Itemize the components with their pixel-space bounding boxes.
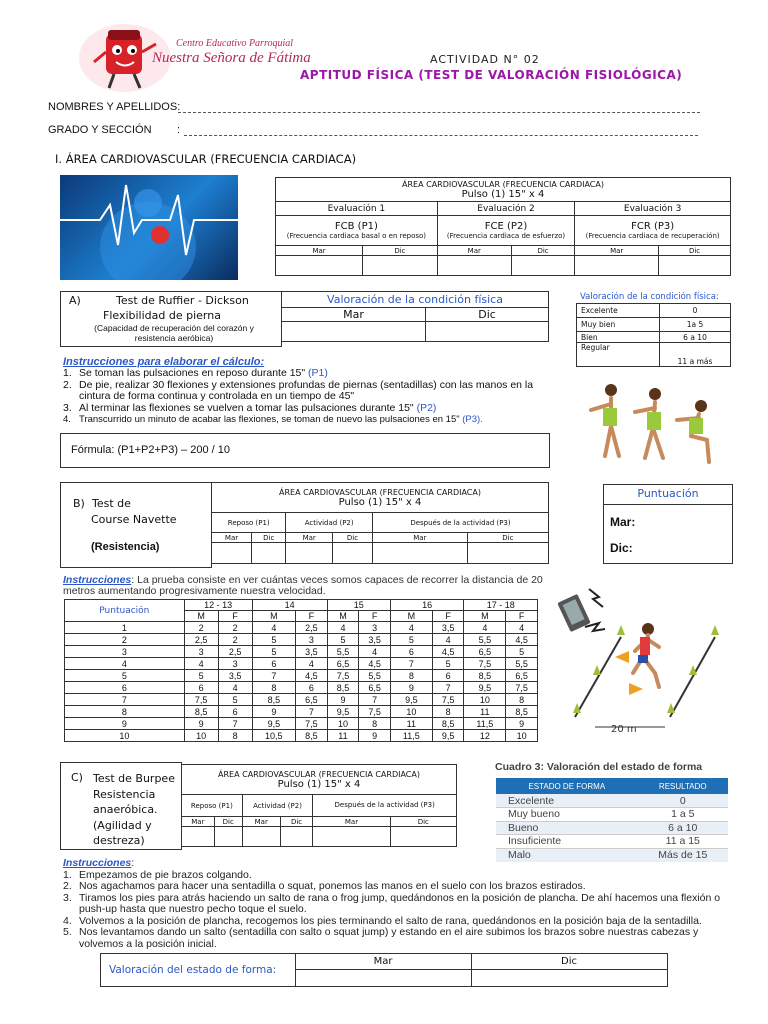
grade-field[interactable] <box>184 135 698 136</box>
age-header: 17 - 18 <box>464 600 538 611</box>
distance-label: 20 m <box>611 724 637 735</box>
score-value: 3 <box>65 646 185 658</box>
ruffier-table <box>281 291 549 342</box>
input-cell[interactable] <box>242 827 280 847</box>
cuadro3-result: 6 a 10 <box>638 821 728 835</box>
cuadro3-table <box>496 778 728 862</box>
score-cell: 6,5 <box>506 670 538 682</box>
eval-2-header: Evaluación 2 <box>437 202 575 216</box>
dic-label: Dic <box>659 246 731 256</box>
score-cell: 11 <box>327 730 359 742</box>
score-cell: 4 <box>432 634 464 646</box>
puntuacion-box <box>603 484 733 564</box>
score-cell: 4 <box>506 622 538 634</box>
score-cell: 2 <box>184 622 218 634</box>
score-cell: 8,5 <box>327 682 359 694</box>
ruffier-sub: Flexibilidad de pierna <box>103 309 221 322</box>
burpee-box <box>60 762 182 850</box>
ruffier-box <box>60 291 282 347</box>
mar-label: Mar <box>372 533 467 543</box>
table-row <box>65 694 538 706</box>
score-cell: 2 <box>218 622 252 634</box>
score-cell: 11,5 <box>464 718 506 730</box>
input-cell[interactable] <box>313 827 390 847</box>
dic-label: Dic <box>333 533 373 543</box>
cuadro3-state: Insuficiente <box>496 835 638 849</box>
score-cell: 6 <box>390 646 432 658</box>
cond-value: 6 a 10 <box>660 332 731 343</box>
score-value: 5 <box>65 670 185 682</box>
sex-header: M <box>184 611 218 622</box>
burpee-line: Test de Burpee <box>93 772 175 785</box>
mar-label: Mar <box>276 246 363 256</box>
score-cell: 11 <box>390 718 432 730</box>
mar-label: Mar <box>373 956 393 967</box>
table-row <box>65 670 538 682</box>
sex-header: M <box>252 611 295 622</box>
burpee-line: (Agilidad y <box>93 818 152 832</box>
fcr-desc: (Frecuencia cardiaca de recuperación) <box>585 232 720 240</box>
dic-label: Dic <box>363 246 438 256</box>
score-cell: 7 <box>218 718 252 730</box>
score-cell: 8 <box>252 682 295 694</box>
score-cell: 5,5 <box>359 670 391 682</box>
score-cell: 4,5 <box>359 658 391 670</box>
fcr-code: FCR (P3) <box>631 221 675 232</box>
names-label: NOMBRES Y APELLIDOS: <box>48 101 181 113</box>
cuadro3-title: Cuadro 3: Valoración del estado de forma <box>495 761 703 773</box>
instruction-item: 1. Empezamos de pie brazos colgando. <box>63 868 252 881</box>
input-cell[interactable] <box>214 827 242 847</box>
score-cell: 7 <box>432 682 464 694</box>
cond-table-title: Valoración de la condición física: <box>580 292 719 302</box>
instruction-item: 2. Nos agachamos para hacer una sentadilla o squat, ponemos las manos en el suelo con los brazos estirados. <box>63 880 586 892</box>
score-cell: 4 <box>327 622 359 634</box>
score-cell: 4 <box>390 622 432 634</box>
navette-table-title: ÁREA CARDIOVASCULAR (FRECUENCIA CARDIACA) <box>279 487 481 497</box>
score-cell: 5,5 <box>464 634 506 646</box>
cuadro3-result: 11 a 15 <box>638 835 728 849</box>
score-cell: 8 <box>359 718 391 730</box>
score-cell: 8 <box>506 694 538 706</box>
dic-label: Dic <box>426 308 549 322</box>
score-cell: 4 <box>464 622 506 634</box>
score-cell: 5 <box>390 634 432 646</box>
score-cell: 10 <box>184 730 218 742</box>
score-cell: 5 <box>506 646 538 658</box>
age-header: 14 <box>252 600 327 611</box>
heartbeat-icon <box>60 175 238 280</box>
score-value: 7 <box>65 694 185 706</box>
score-cell: 5 <box>432 658 464 670</box>
score-cell: 10 <box>464 694 506 706</box>
score-cell: 10 <box>327 718 359 730</box>
mar-label: Mar <box>575 246 659 256</box>
score-cell: 7,5 <box>184 694 218 706</box>
score-cell: 5 <box>218 694 252 706</box>
burpee-line: anaeróbica. <box>93 803 158 816</box>
instruction-item: 2. De pie, realizar 30 flexiones y extensiones profundas de piernas (sentadillas) con las manos en la cintura de forma continua y controlada en un tiempo de 45" <box>63 378 534 402</box>
score-cell: 4 <box>252 622 295 634</box>
cuadro3-header: ESTADO DE FORMA <box>528 781 606 791</box>
score-cell: 9,5 <box>252 718 295 730</box>
score-cell: 5 <box>252 634 295 646</box>
ruffier-letter: A) <box>69 294 81 307</box>
score-cell: 7,5 <box>432 694 464 706</box>
score-cell: 9,5 <box>390 694 432 706</box>
page-title: APTITUD FÍSICA (TEST DE VALORACIÓN FISIOLÓGICA) <box>300 68 683 82</box>
score-cell: 6,5 <box>327 658 359 670</box>
sex-header: M <box>464 611 506 622</box>
mar-label: Mar <box>242 817 280 827</box>
score-cell: 7,5 <box>506 682 538 694</box>
score-cell: 5 <box>252 646 295 658</box>
dic-label: Dic <box>214 817 242 827</box>
names-field[interactable] <box>178 112 700 113</box>
score-cell: 7 <box>390 658 432 670</box>
input-cell[interactable] <box>280 827 313 847</box>
mar-label: Mar <box>212 533 252 543</box>
burpee-instructions <box>63 858 733 950</box>
sex-header: M <box>390 611 432 622</box>
score-cell: 5,5 <box>327 646 359 658</box>
cuadro3-header: RESULTADO <box>658 781 707 791</box>
score-cell: 3 <box>359 622 391 634</box>
squat-exercise-icon <box>583 378 731 475</box>
score-cell: 7 <box>359 694 391 706</box>
age-header: 12 - 13 <box>184 600 252 611</box>
colon: : <box>131 857 135 869</box>
instruction-item: 3. Al terminar las flexiones se vuelven a tomar las pulsaciones durante 15" (P2) <box>63 401 437 414</box>
table-row <box>65 730 538 742</box>
mar-label: Mar <box>282 308 426 322</box>
cuadro3-result: Más de 15 <box>658 849 708 861</box>
final-mar-input[interactable] <box>296 970 470 985</box>
score-cell: 7,5 <box>359 706 391 718</box>
instruction-item: 4. Volvemos a la posición de plancha, recogemos los pies terminando el salto de rana, quedándonos en la posición baja de la sentadilla. <box>63 914 702 927</box>
score-cell: 5,5 <box>506 658 538 670</box>
score-cell: 8 <box>432 706 464 718</box>
instructions-list <box>63 368 563 426</box>
score-cell: 8,5 <box>252 694 295 706</box>
burpee-table-title: ÁREA CARDIOVASCULAR (FRECUENCIA CARDIACA) <box>218 769 420 779</box>
input-cell[interactable] <box>363 256 438 276</box>
input-cell[interactable] <box>282 322 426 342</box>
score-cell: 9,5 <box>432 730 464 742</box>
col-header: Reposo (P1) <box>212 513 286 533</box>
heart-image <box>60 175 238 280</box>
instruction-item: 5. Nos levantamos dando un salto (sentadilla con salto o squat jump) y estando en el aire subimos los brazos sobre nuestras cabezas y volvemos a la posición inicial. <box>63 926 699 950</box>
score-cell: 9 <box>252 706 295 718</box>
input-cell[interactable] <box>659 256 731 276</box>
cuadro3-state: Muy bueno <box>496 808 638 822</box>
instruction-item: 1. Se toman las pulsaciones en reposo durante 15" (P1) <box>63 367 328 379</box>
sex-header: F <box>359 611 391 622</box>
grade-label: GRADO Y SECCIÓN <box>48 124 152 136</box>
score-label: Puntuación <box>65 600 185 622</box>
table-row <box>65 718 538 730</box>
score-cell: 3,5 <box>432 622 464 634</box>
school-name-line2: Nuestra Señora de Fátima <box>152 50 311 66</box>
score-cell: 7 <box>252 670 295 682</box>
score-cell: 6 <box>184 682 218 694</box>
activity-number: ACTIVIDAD N° 02 <box>430 53 540 66</box>
cuadro3-result: 1 a 5 <box>638 808 728 822</box>
score-cell: 4 <box>218 682 252 694</box>
navette-table <box>211 482 549 564</box>
table-row <box>65 622 538 634</box>
cuadro3-state: Malo <box>508 849 531 861</box>
sex-header: F <box>218 611 252 622</box>
section-heading: I. ÁREA CARDIOVASCULAR (FRECUENCIA CARDIACA) <box>55 152 357 166</box>
navette-image <box>555 577 725 755</box>
input-cell[interactable] <box>575 256 659 276</box>
table-row <box>65 646 538 658</box>
score-cell: 4 <box>296 658 328 670</box>
burpee-line: Resistencia <box>93 787 156 801</box>
fce-code: FCE (P2) <box>484 221 528 232</box>
score-cell: 8,5 <box>432 718 464 730</box>
score-cell: 7,5 <box>296 718 328 730</box>
score-cell: 8,5 <box>506 706 538 718</box>
score-cell: 9,5 <box>327 706 359 718</box>
burpee-table <box>181 764 457 847</box>
score-cell: 8 <box>218 730 252 742</box>
score-value: 10 <box>65 730 185 742</box>
score-cell: 6,5 <box>464 646 506 658</box>
age-header: 15 <box>327 600 390 611</box>
score-cell: 10 <box>390 706 432 718</box>
score-cell: 9 <box>359 730 391 742</box>
score-cell: 4 <box>359 646 391 658</box>
sex-header: F <box>506 611 538 622</box>
ruffier-note: (Capacidad de recuperación del corazón y resistencia aeróbica) <box>94 323 254 343</box>
final-label: Valoración del estado de forma: <box>109 964 277 976</box>
score-cell: 3,5 <box>218 670 252 682</box>
burpee-letter: C) <box>71 771 83 784</box>
cardio-table <box>275 177 731 276</box>
input-cell[interactable] <box>372 543 467 564</box>
sex-header: F <box>432 611 464 622</box>
col-header: Después de la actividad (P3) <box>372 513 548 533</box>
final-valoracion-box <box>100 953 668 987</box>
mar-label: Mar <box>286 533 333 543</box>
dic-label: Dic <box>252 533 286 543</box>
fcb-desc: (Frecuencia cardiaca basal o en reposo) <box>286 232 427 240</box>
score-cell: 6 <box>218 706 252 718</box>
instructions-heading: Instrucciones para elaborar el cálculo: <box>63 356 265 368</box>
score-cell: 3,5 <box>359 634 391 646</box>
input-cell[interactable] <box>390 827 456 847</box>
table-row <box>65 658 538 670</box>
score-cell: 11 <box>464 706 506 718</box>
cond-label: Bien <box>577 332 660 343</box>
col-header: Actividad (P2) <box>286 513 373 533</box>
cond-label: Excelente <box>577 304 660 318</box>
score-cell: 10,5 <box>252 730 295 742</box>
score-cell: 6,5 <box>296 694 328 706</box>
score-cell: 8,5 <box>296 730 328 742</box>
cond-value: 1a 5 <box>660 318 731 332</box>
cuadro3-result: 0 <box>638 794 728 808</box>
score-cell: 8,5 <box>184 706 218 718</box>
score-cell: 4,5 <box>432 646 464 658</box>
navette-instructions <box>63 575 553 597</box>
dic-label: Dic <box>467 533 548 543</box>
fcb-code: FCB (P1) <box>334 221 378 232</box>
score-cell: 7,5 <box>464 658 506 670</box>
score-cell: 6 <box>296 682 328 694</box>
cond-value: 11 a más <box>660 343 731 367</box>
score-value: 1 <box>65 622 185 634</box>
final-dic-input[interactable] <box>472 970 666 985</box>
ruffier-name: Test de Ruffier - Dickson <box>116 294 249 307</box>
burpee-table-pulse: Pulso (1) 15" x 4 <box>277 778 361 790</box>
ruffier-valoracion: Valoración de la condición física <box>282 292 549 308</box>
input-cell[interactable] <box>511 256 574 276</box>
input-cell[interactable] <box>182 827 215 847</box>
puntuacion-mar[interactable]: Mar: <box>610 515 636 529</box>
navette-resistance: (Resistencia) <box>91 541 160 553</box>
score-cell: 8 <box>390 670 432 682</box>
score-cell: 4,5 <box>506 634 538 646</box>
input-cell[interactable] <box>212 543 252 564</box>
mar-label: Mar <box>437 246 511 256</box>
grade-colon: : <box>177 124 181 136</box>
score-cell: 9 <box>390 682 432 694</box>
puntuacion-title: Puntuación <box>637 487 699 500</box>
running-test-icon <box>555 577 725 755</box>
burpee-lines <box>93 771 175 849</box>
sex-header: F <box>296 611 328 622</box>
navette-box <box>60 482 212 568</box>
score-cell: 3 <box>184 646 218 658</box>
col-header: Actividad (P2) <box>242 795 313 817</box>
squat-image <box>583 378 731 475</box>
cond-label: Regular <box>577 343 660 367</box>
input-cell[interactable] <box>333 543 373 564</box>
formula-box <box>60 433 550 468</box>
navette-name2: Course Navette <box>91 513 177 526</box>
score-value: 4 <box>65 658 185 670</box>
score-cell: 2 <box>218 634 252 646</box>
score-cell: 3 <box>296 634 328 646</box>
table-row <box>65 682 538 694</box>
mar-label: Mar <box>313 817 390 827</box>
input-cell[interactable] <box>437 256 511 276</box>
score-cell: 7,5 <box>327 670 359 682</box>
score-cell: 3 <box>218 658 252 670</box>
instruction-item: 4. Transcurrido un minuto de acabar las flexiones, se toman de nuevo las pulsaciones en 15" (P3). <box>63 414 483 425</box>
col-header: Reposo (P1) <box>182 795 243 817</box>
input-cell[interactable] <box>252 543 286 564</box>
cond-label: Muy bien <box>577 318 660 332</box>
dic-label: Dic <box>511 246 574 256</box>
formula: Fórmula: (P1+P2+P3) – 200 / 10 <box>71 444 230 456</box>
col-header: Después de la actividad (P3) <box>313 795 457 817</box>
dic-label: Dic <box>280 817 313 827</box>
score-cell: 12 <box>464 730 506 742</box>
score-cell: 8,5 <box>464 670 506 682</box>
instructions-text: : La prueba consiste en ver cuántas veces somos capaces de recorrer la distancia de 20 metros aumentando progresivamente nuestra velocidad. <box>63 574 543 597</box>
score-cell: 6,5 <box>359 682 391 694</box>
puntuacion-dic[interactable]: Dic: <box>610 541 633 555</box>
instructions-heading: Instrucciones <box>63 574 132 586</box>
score-cell: 6 <box>432 670 464 682</box>
age-header: 16 <box>390 600 463 611</box>
score-cell: 5 <box>184 670 218 682</box>
cardio-table-title: ÁREA CARDIOVASCULAR (FRECUENCIA CARDIACA) <box>402 179 604 189</box>
score-table <box>64 599 538 742</box>
score-cell: 2,5 <box>296 622 328 634</box>
sex-header: M <box>327 611 359 622</box>
input-cell[interactable] <box>467 543 548 564</box>
score-cell: 4 <box>184 658 218 670</box>
cuadro3-state: Excelente <box>496 794 638 808</box>
table-row <box>65 706 538 718</box>
score-cell: 2,5 <box>184 634 218 646</box>
instructions-heading: Instrucciones <box>63 857 132 869</box>
cardio-table-pulse: Pulso (1) 15" x 4 <box>461 188 545 200</box>
dic-label: Dic <box>390 817 456 827</box>
score-cell: 4,5 <box>296 670 328 682</box>
cond-table <box>576 303 731 367</box>
score-value: 6 <box>65 682 185 694</box>
cuadro3-state: Bueno <box>496 821 638 835</box>
burpee-line: destreza) <box>93 834 145 847</box>
navette-name: Test de <box>92 497 131 510</box>
score-cell: 5 <box>327 634 359 646</box>
score-value: 9 <box>65 718 185 730</box>
eval-3-header: Evaluación 3 <box>575 202 731 216</box>
input-cell[interactable] <box>286 543 333 564</box>
input-cell[interactable] <box>276 256 363 276</box>
score-cell: 9 <box>327 694 359 706</box>
cond-value: 0 <box>660 304 731 318</box>
score-value: 2 <box>65 634 185 646</box>
score-cell: 9 <box>184 718 218 730</box>
score-cell: 2,5 <box>218 646 252 658</box>
score-cell: 9,5 <box>464 682 506 694</box>
navette-letter: B) <box>73 497 85 510</box>
table-row <box>65 634 538 646</box>
input-cell[interactable] <box>426 322 549 342</box>
score-cell: 7 <box>296 706 328 718</box>
instruction-item: 3. Tiramos los pies para atrás haciendo un salto de rana o frog jump, quedándonos en la posición de plancha. De ahí hacemos una flexión o push-up hasta que nuestro pecho toque el suelo. <box>63 891 721 915</box>
score-value: 8 <box>65 706 185 718</box>
fce-desc: (Frecuencia cardiaca de esfuerzo) <box>446 232 566 240</box>
eval-1-header: Evaluación 1 <box>276 202 438 216</box>
navette-table-pulse: Pulso (1) 15" x 4 <box>338 496 422 508</box>
score-cell: 3,5 <box>296 646 328 658</box>
score-cell: 6 <box>252 658 295 670</box>
dic-label: Dic <box>561 956 577 967</box>
score-cell: 9 <box>506 718 538 730</box>
score-cell: 11,5 <box>390 730 432 742</box>
school-name-line1: Centro Educativo Parroquial <box>176 38 294 49</box>
mar-label: Mar <box>182 817 215 827</box>
score-cell: 10 <box>506 730 538 742</box>
